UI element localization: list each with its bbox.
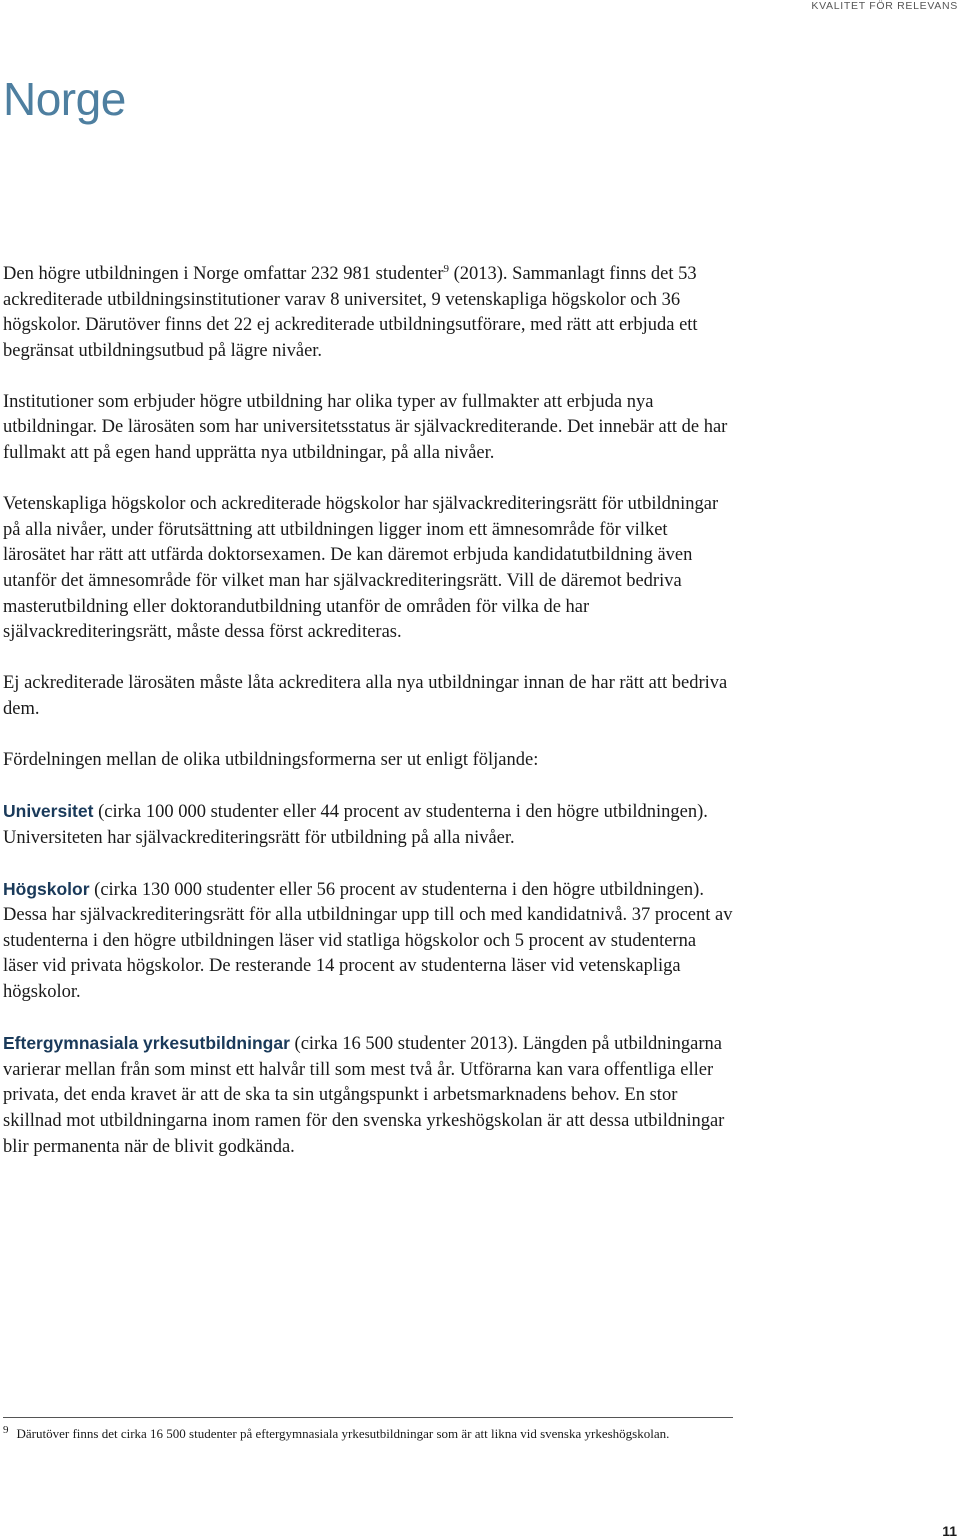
paragraph-institutions: Institutioner som erbjuder högre utbildning har olika typer av fullmakter att erbjuda nya utbildningar. De lärosäten som har universitetsstatus är självackrediterande. Det innebär att de har fullmakt att på egen hand upprätta nya utbildningar, på alla nivåer. [3,391,728,464]
paragraph-intro [3,262,733,364]
paragraph-intro-text: Den högre utbildningen i Norge omfattar 232 981 studenter [3,264,444,284]
paragraph-universities [3,799,733,851]
lead-universities: Universitet [3,801,94,821]
paragraph-vocational [3,1031,733,1160]
paragraph-distribution-intro: Fördelningen mellan de olika utbildningsformerna ser ut enligt följande: [3,749,539,770]
footnote-divider [3,1417,733,1418]
paragraph-self-accreditation: Vetenskapliga högskolor och ackrediterade högskolor har självackrediteringsrätt för utbildningar på alla nivåer, under förutsättning att utbildningen ligger inom ett ämnesområde för vilket lärosätet har rätt att utfärda doktorsexamen. De kan däremot erbjuda kandidatutbildning även utanför det ämnesområde för vilket man har självackrediteringsrätt. Vill de däremot bedriva masterutbildning eller doktorandutbildning utanför de områden för vilka de har självackrediteringsrätt, måste dessa först ackrediteras. [3,494,719,643]
footnote-number: 9 [3,1423,9,1436]
vocational-text: (cirka 16 500 studenter 2013). Längden på utbildningarna varierar mellan från som minst ett halvår till som mest två år. Utförarna kan vara offentliga eller privata, det enda kravet är att de ska ta sin utgångspunkt i arbetsmarknadens behov. En stor skillnad mot utbildningarna inom ramen för den svenska yrkeshögskolan är att dessa utbildningar blir permanenta när de blivit godkända. [3,1034,725,1157]
page-number: 11 [942,1523,957,1539]
colleges-text: (cirka 130 000 studenter eller 56 procent av studenterna i den högre utbildningen). Dessa har självackrediteringsrätt för alla utbildningar upp till och med kandidatnivå. 37 procent av studenterna i den högre utbildningen läser vid statliga högskolor och 5 procent av studenterna läser vid privata högskolor. De resterande 14 procent av studenterna läser vid vetenskapliga högskolor. [3,879,733,1003]
footnote-text: Därutöver finns det cirka 16 500 studenter på eftergymnasiala yrkesutbildningar som är att likna vid svenska yrkeshögskolan. [16,1426,670,1441]
body-text [3,262,733,1186]
footnote [3,1424,723,1443]
paragraph-colleges [3,877,733,1006]
page-title: Norge [3,73,126,125]
paragraph-intro-text-continued: (2013). Sammanlagt finns det 53 ackrediterade utbildningsinstitutioner varav 8 universitet, 9 vetenskapliga högskolor och 36 högskolor. Därutöver finns det 22 ej ackrediterade utbildningsutförare, med rätt att erbjuda ett begränsat utbildningsutbud på lägre nivåer. [3,264,698,361]
lead-vocational: Eftergymnasiala yrkesutbildningar [3,1033,290,1054]
lead-colleges: Högskolor [3,878,90,899]
universities-text: (cirka 100 000 studenter eller 44 procent av studenterna i den högre utbildningen). Universiteten har självackrediteringsrätt för utbildning på alla nivåer. [3,802,708,848]
paragraph-non-accredited: Ej ackrediterade lärosäten måste låta ackreditera alla nya utbildningar innan de har rätt att bedriva dem. [3,673,728,719]
footnote-reference[interactable]: 9 [443,262,449,275]
running-header: KVALITET FÖR RELEVANS [811,0,958,12]
